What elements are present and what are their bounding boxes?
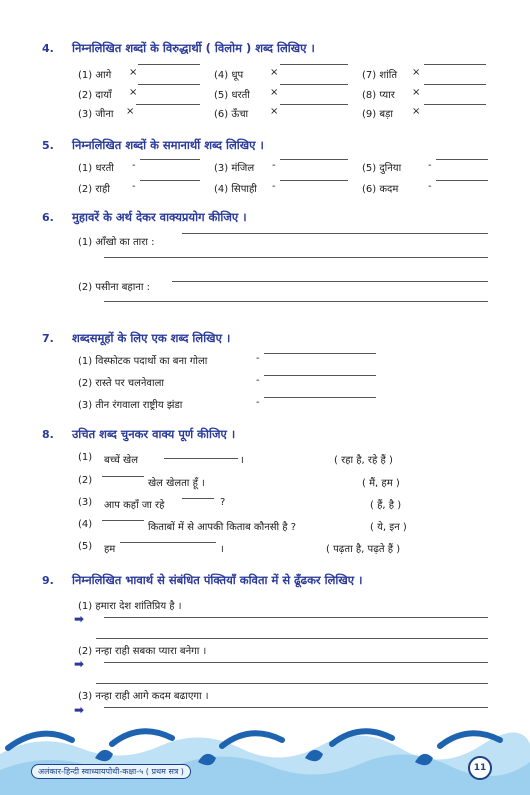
- q5-answer-line-1[interactable]: [140, 159, 200, 160]
- q6-number: 6.: [42, 211, 54, 224]
- q5-sep-2: -: [132, 181, 136, 192]
- q9-title: निम्नलिखित भावार्थ से संबंधित पंक्तियाँ कविता में से ढूँढकर लिखिए ।: [72, 573, 363, 587]
- q5-sep-1: -: [132, 160, 136, 171]
- q4-answer-line-2[interactable]: [138, 84, 200, 85]
- q9-answer-line-3a[interactable]: [104, 707, 488, 708]
- q6-title: मुहावरें के अर्थ देकर वाक्यप्रयोग कीजिए ।: [72, 210, 247, 224]
- arrow-right-icon: ➡: [74, 612, 85, 626]
- q4-answer-line-4[interactable]: [280, 64, 348, 65]
- q4-answer-line-7[interactable]: [424, 64, 486, 65]
- q5-answer-line-5[interactable]: [436, 159, 488, 160]
- footer-wave-decoration: [0, 718, 530, 795]
- q8-item-1-end: ।: [240, 455, 244, 466]
- q6-answer-line-2b[interactable]: [104, 301, 488, 302]
- q8-item-2-num: (2): [78, 475, 93, 486]
- q8-item-5-end: ।: [220, 544, 224, 555]
- q8-item-3-num: (3): [78, 497, 93, 508]
- q5-title: निम्नलिखित शब्दों के समानार्थी शब्द लिखिए ।: [72, 138, 264, 152]
- q4-answer-line-6[interactable]: [280, 104, 348, 105]
- q8-item-4-text: किताबों में से आपकी किताब कौनसी है ?: [148, 522, 297, 533]
- q4-answer-line-3[interactable]: [136, 104, 200, 105]
- q8-item-5-options: ( पढ़ता है, पढ़ते हैं ): [326, 544, 401, 555]
- q5-item-4: (4) सिपाही: [214, 184, 257, 195]
- q9-item-3: (3) नन्हा राही आगे कदम बढाएगा ।: [78, 691, 209, 702]
- wave-crest-2: [112, 731, 172, 744]
- q8-answer-line-4[interactable]: [102, 520, 144, 521]
- q4-item-6: (6) ऊँचा: [214, 109, 249, 120]
- q8-item-1-text: बच्चें खेल: [104, 455, 138, 466]
- q9-answer-line-1a[interactable]: [104, 617, 488, 618]
- q8-answer-line-3[interactable]: [182, 498, 214, 499]
- page-number: 11: [468, 756, 492, 780]
- q5-sep-5: -: [428, 160, 432, 171]
- q7-sep-2: -: [256, 375, 260, 386]
- q5-item-5: (5) दुनिया: [362, 163, 402, 174]
- q9-item-2: (2) नन्हा राही सबका प्यारा बनेगा ।: [78, 646, 207, 657]
- q5-item-1: (1) धरती: [78, 163, 114, 174]
- q6-answer-line-1b[interactable]: [104, 257, 488, 258]
- q8-item-1-options: ( रहा है, रहे हैं ): [334, 455, 393, 466]
- q7-answer-line-1[interactable]: [264, 353, 376, 354]
- q7-sep-3: -: [256, 397, 260, 408]
- q4-sep-7: ×: [412, 67, 421, 78]
- q8-item-2-options: ( मैं, हम ): [362, 478, 400, 489]
- q5-answer-line-2[interactable]: [140, 180, 200, 181]
- q5-answer-line-4[interactable]: [280, 180, 348, 181]
- q4-answer-line-8[interactable]: [424, 84, 486, 85]
- q4-title: निम्नलिखित शब्दों के विरुद्धार्थी ( विलोम ) शब्द लिखिए ।: [72, 41, 315, 55]
- q7-item-1: (1) विस्फोटक पदार्थो का बना गोला: [78, 356, 208, 367]
- q8-item-4-num: (4): [78, 519, 93, 530]
- q4-answer-line-9[interactable]: [424, 104, 486, 105]
- q4-answer-line-1[interactable]: [138, 64, 200, 65]
- q8-title: उचित शब्द चुनकर वाक्य पूर्ण कीजिए ।: [72, 427, 236, 441]
- q4-sep-4: ×: [270, 67, 279, 78]
- q4-item-5: (5) धरती: [214, 90, 250, 101]
- q8-item-5-text: हम: [104, 544, 116, 555]
- q8-answer-line-5[interactable]: [120, 542, 216, 543]
- q4-item-8: (8) प्यार: [362, 90, 395, 101]
- q4-item-2: (2) दायाँ: [78, 90, 112, 101]
- q7-answer-line-3[interactable]: [264, 397, 376, 398]
- q7-item-3: (3) तीन रंगवाला राष्ट्रीय झंडा: [78, 400, 183, 411]
- q6-item-1: (1) आँखो का तारा :: [78, 237, 155, 248]
- q5-item-3: (3) मंजिल: [214, 163, 255, 174]
- q5-answer-line-3[interactable]: [280, 159, 348, 160]
- arrow-right-icon: ➡: [74, 657, 85, 671]
- q5-answer-line-6[interactable]: [436, 180, 488, 181]
- q4-sep-8: ×: [412, 87, 421, 98]
- q6-answer-line-1a[interactable]: [182, 233, 488, 234]
- q8-item-3-end: ?: [220, 497, 226, 508]
- q4-item-9: (9) बड़ा: [362, 109, 393, 120]
- q8-item-4-options: ( ये, इन ): [370, 522, 407, 533]
- q8-item-1-num: (1): [78, 452, 93, 463]
- q4-item-1: (1) आगे: [78, 70, 112, 81]
- q5-sep-4: -: [272, 181, 276, 192]
- q6-answer-line-2a[interactable]: [172, 281, 488, 282]
- q4-item-3: (3) जीना: [78, 109, 114, 120]
- q8-item-3-text: आप कहाँ जा रहे: [104, 500, 165, 511]
- q9-answer-line-2b[interactable]: [96, 683, 488, 684]
- q7-answer-line-2[interactable]: [264, 375, 376, 376]
- q8-answer-line-2[interactable]: [102, 476, 144, 477]
- q4-item-7: (7) शांति: [362, 70, 398, 81]
- footer-book-title: अलंकार-हिन्दी स्वाध्यायपोथी-कक्षा-५ ( प्रथम सत्र ): [31, 764, 191, 779]
- q7-sep-1: -: [256, 353, 260, 364]
- q5-sep-3: -: [272, 160, 276, 171]
- q4-sep-3: ×: [126, 106, 135, 117]
- q4-sep-2: ×: [129, 87, 138, 98]
- q8-answer-line-1[interactable]: [164, 458, 238, 459]
- q4-sep-1: ×: [129, 67, 138, 78]
- q4-sep-6: ×: [270, 106, 279, 117]
- q4-sep-5: ×: [270, 87, 279, 98]
- q7-number: 7.: [42, 332, 54, 345]
- q5-sep-6: -: [428, 181, 432, 192]
- q9-item-1: (1) हमारा देश शांतिप्रिय है ।: [78, 601, 182, 612]
- q8-item-2-text: खेल खेलता हूँ ।: [148, 478, 205, 489]
- q7-item-2: (2) रास्ते पर चलनेवाला: [78, 378, 164, 389]
- q6-item-2: (2) पसीना बहाना :: [78, 282, 150, 293]
- q8-item-5-num: (5): [78, 541, 93, 552]
- q4-item-4: (4) धूप: [214, 70, 244, 81]
- q4-number: 4.: [42, 42, 54, 55]
- q7-title: शब्दसमूहों के लिए एक शब्द लिखिए ।: [72, 331, 231, 345]
- q5-item-6: (6) कदम: [362, 184, 399, 195]
- q9-answer-line-1b[interactable]: [96, 638, 488, 639]
- arrow-right-icon: ➡: [74, 703, 85, 717]
- q5-item-2: (2) राही: [78, 184, 110, 195]
- q4-sep-9: ×: [412, 106, 421, 117]
- q8-number: 8.: [42, 428, 54, 441]
- q5-number: 5.: [42, 139, 54, 152]
- q9-number: 9.: [42, 574, 54, 587]
- q8-item-3-options: ( हैं, है ): [370, 500, 402, 511]
- q4-answer-line-5[interactable]: [280, 84, 348, 85]
- q9-answer-line-2a[interactable]: [104, 662, 488, 663]
